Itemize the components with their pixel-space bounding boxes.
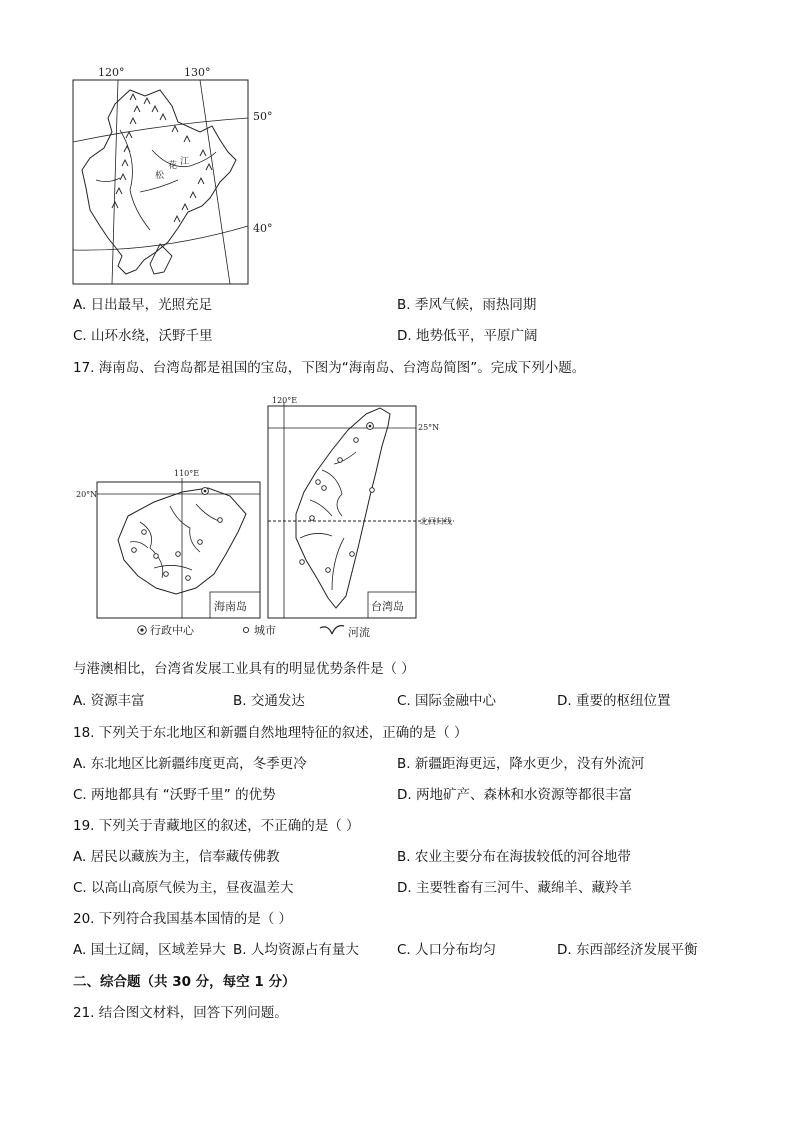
- q17-sub-question: 与港澳相比，台湾省发展工业具有的明显优势条件是（ ）: [73, 661, 415, 677]
- q20-option-a[interactable]: A. 国土辽阔，区域差异大: [73, 942, 226, 958]
- q20-option-c[interactable]: C. 人口分布均匀: [397, 942, 497, 958]
- q17-option-a[interactable]: A. 资源丰富: [73, 693, 145, 709]
- q18-stem: 18. 下列关于东北地区和新疆自然地理特征的叙述，正确的是（ ）: [73, 725, 468, 741]
- hainan-taiwan-map: [70, 392, 470, 644]
- q16-option-b[interactable]: B. 季风气候，雨热同期: [397, 297, 537, 313]
- lat-50-label: 50°: [253, 110, 273, 123]
- section-title: 二、综合题（共 30 分，每空 1 分）: [73, 974, 296, 990]
- hainan-lat-label: 20°N: [76, 490, 98, 499]
- q17-option-b[interactable]: B. 交通发达: [233, 693, 305, 709]
- river-label-jiang: 江: [180, 157, 190, 167]
- q17-option-d[interactable]: D. 重要的枢纽位置: [557, 693, 671, 709]
- lat-40-label: 40°: [253, 222, 273, 235]
- q20-option-d[interactable]: D. 东西部经济发展平衡: [557, 942, 698, 958]
- q18-option-b[interactable]: B. 新疆距海更远，降水更少，没有外流河: [397, 756, 645, 772]
- q19-stem: 19. 下列关于青藏地区的叙述，不正确的是（ ）: [73, 818, 360, 834]
- taiwan-lon-label: 120°E: [272, 396, 298, 405]
- legend-river-label: 河流: [348, 626, 370, 639]
- river-label-hua: 花: [168, 161, 178, 171]
- river-label-song: 松: [155, 171, 165, 181]
- lon-120-label: 120°: [98, 66, 125, 79]
- q21-stem: 21. 结合图文材料，回答下列问题。: [73, 1005, 288, 1021]
- q19-option-c[interactable]: C. 以高山高原气候为主，昼夜温差大: [73, 880, 294, 896]
- taiwan-lat-label: 25°N: [418, 423, 440, 432]
- q20-stem: 20. 下列符合我国基本国情的是（ ）: [73, 911, 293, 927]
- q16-option-d[interactable]: D. 地势低平，平原广阔: [397, 328, 538, 344]
- q16-option-a[interactable]: A. 日出最早，光照充足: [73, 297, 213, 313]
- q19-option-b[interactable]: B. 农业主要分布在海拔较低的河谷地带: [397, 849, 631, 865]
- river-legend-icon: [320, 626, 344, 634]
- legend-admin-label: 行政中心: [150, 624, 194, 637]
- q19-option-d[interactable]: D. 主要牲畜有三河牛、藏绵羊、藏羚羊: [397, 880, 632, 896]
- northeast-china-map: [60, 60, 290, 290]
- q16-option-c[interactable]: C. 山环水绕，沃野千里: [73, 328, 213, 344]
- hainan-lon-label: 110°E: [174, 469, 200, 478]
- q18-option-d[interactable]: D. 两地矿产、森林和水资源等都很丰富: [397, 787, 632, 803]
- taiwan-name-label: 台湾岛: [371, 600, 404, 613]
- q18-option-c[interactable]: C. 两地都具有 “沃野千里” 的优势: [73, 787, 276, 803]
- q17-option-c[interactable]: C. 国际金融中心: [397, 693, 497, 709]
- lon-130-label: 130°: [184, 66, 211, 79]
- q19-option-a[interactable]: A. 居民以藏族为主，信奉藏传佛教: [73, 849, 280, 865]
- city-legend-icon: [243, 627, 248, 632]
- q20-option-b[interactable]: B. 人均资源占有量大: [233, 942, 359, 958]
- hainan-name-label: 海南岛: [214, 600, 247, 613]
- q18-option-a[interactable]: A. 东北地区比新疆纬度更高，冬季更冷: [73, 756, 307, 772]
- legend-city-label: 城市: [254, 624, 276, 637]
- tropic-of-cancer-label: 北回归线: [420, 517, 452, 526]
- q17-stem: 17. 海南岛、台湾岛都是祖国的宝岛，下图为“海南岛、台湾岛简图”。完成下列小题。: [73, 360, 586, 376]
